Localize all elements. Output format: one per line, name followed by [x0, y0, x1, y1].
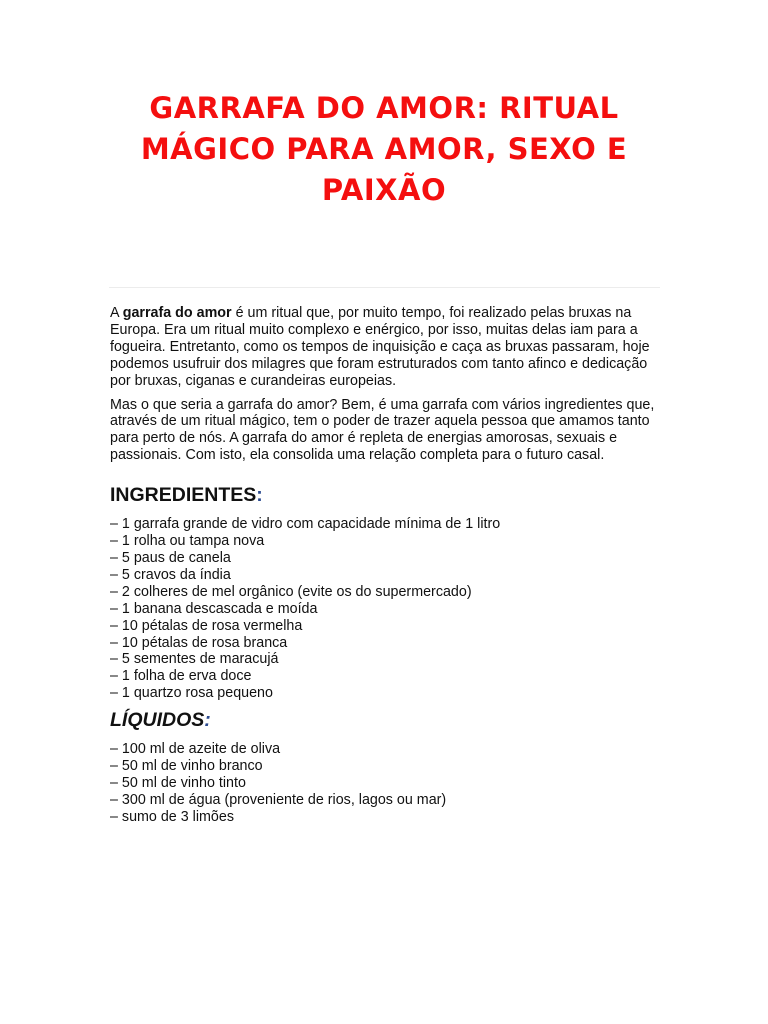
liquids-heading — [110, 708, 660, 732]
list-item: – 2 colheres de mel orgânico (evite os do supermercado) — [110, 583, 472, 600]
divider — [109, 287, 660, 288]
intro-bold-term: garrafa do amor — [122, 305, 232, 321]
list-item: – 1 folha de erva doce — [110, 668, 252, 685]
intro-lead: A — [110, 305, 123, 321]
list-item: – 100 ml de azeite de oliva — [110, 741, 281, 758]
page-title: GARRAFA DO AMOR: RITUAL MÁGICO PARA AMOR, SEXO E PAIXÃO — [140, 91, 628, 207]
list-item: – 1 banana descascada e moída — [110, 600, 318, 617]
list-item: – 1 garrafa grande de vidro com capacidade mínima de 1 litro — [110, 516, 501, 533]
liquids-heading-text: LÍQUIDOS — [110, 709, 205, 732]
intro-paragraph — [110, 305, 660, 390]
list-item: – 1 rolha ou tampa nova — [110, 533, 265, 550]
list-item: – 10 pétalas de rosa branca — [110, 634, 288, 651]
list-item: – 50 ml de vinho tinto — [110, 774, 246, 791]
second-paragraph: Mas o que seria a garrafa do amor? Bem, é uma garrafa com vários ingredientes que, através de um ritual mágico, tem o poder de trazer aquela pessoa que amamos tanto para perto de nós. A garrafa do amor é repleta de energias amorosas, sexuais e passionais. Com isto, ela consolida uma relação completa para o futuro casal. — [110, 396, 655, 464]
liquids-heading-colon: : — [204, 709, 211, 732]
liquids-list — [110, 741, 660, 826]
ingredients-heading-colon: : — [256, 484, 263, 507]
article-body — [110, 305, 660, 826]
list-item: – sumo de 3 limões — [110, 808, 234, 825]
ingredients-heading-text: INGREDIENTES — [110, 484, 257, 507]
intro-rest: é um ritual que, por muito tempo, foi realizado pelas bruxas na Europa. Era um ritual muito complexo e enérgico, por isso, muitas delas iam para a fogueira. Entretanto, como os tempos de inquisição e caça as bruxas passaram, hoje podemos usufruir dos milagres que foram estruturados com tanto afinco e dedicação por bruxas, ciganas e curandeiras europeias. — [110, 305, 650, 389]
list-item: – 300 ml de água (proveniente de rios, lagos ou mar) — [110, 791, 447, 808]
list-item: – 1 quartzo rosa pequeno — [110, 685, 273, 702]
list-item: – 5 sementes de maracujá — [110, 651, 279, 668]
list-item: – 50 ml de vinho branco — [110, 758, 263, 775]
list-item: – 5 paus de canela — [110, 549, 231, 566]
list-item: – 10 pétalas de rosa vermelha — [110, 617, 303, 634]
list-item: – 5 cravos da índia — [110, 566, 231, 583]
ingredients-list — [110, 516, 660, 702]
ingredients-heading — [110, 483, 660, 507]
